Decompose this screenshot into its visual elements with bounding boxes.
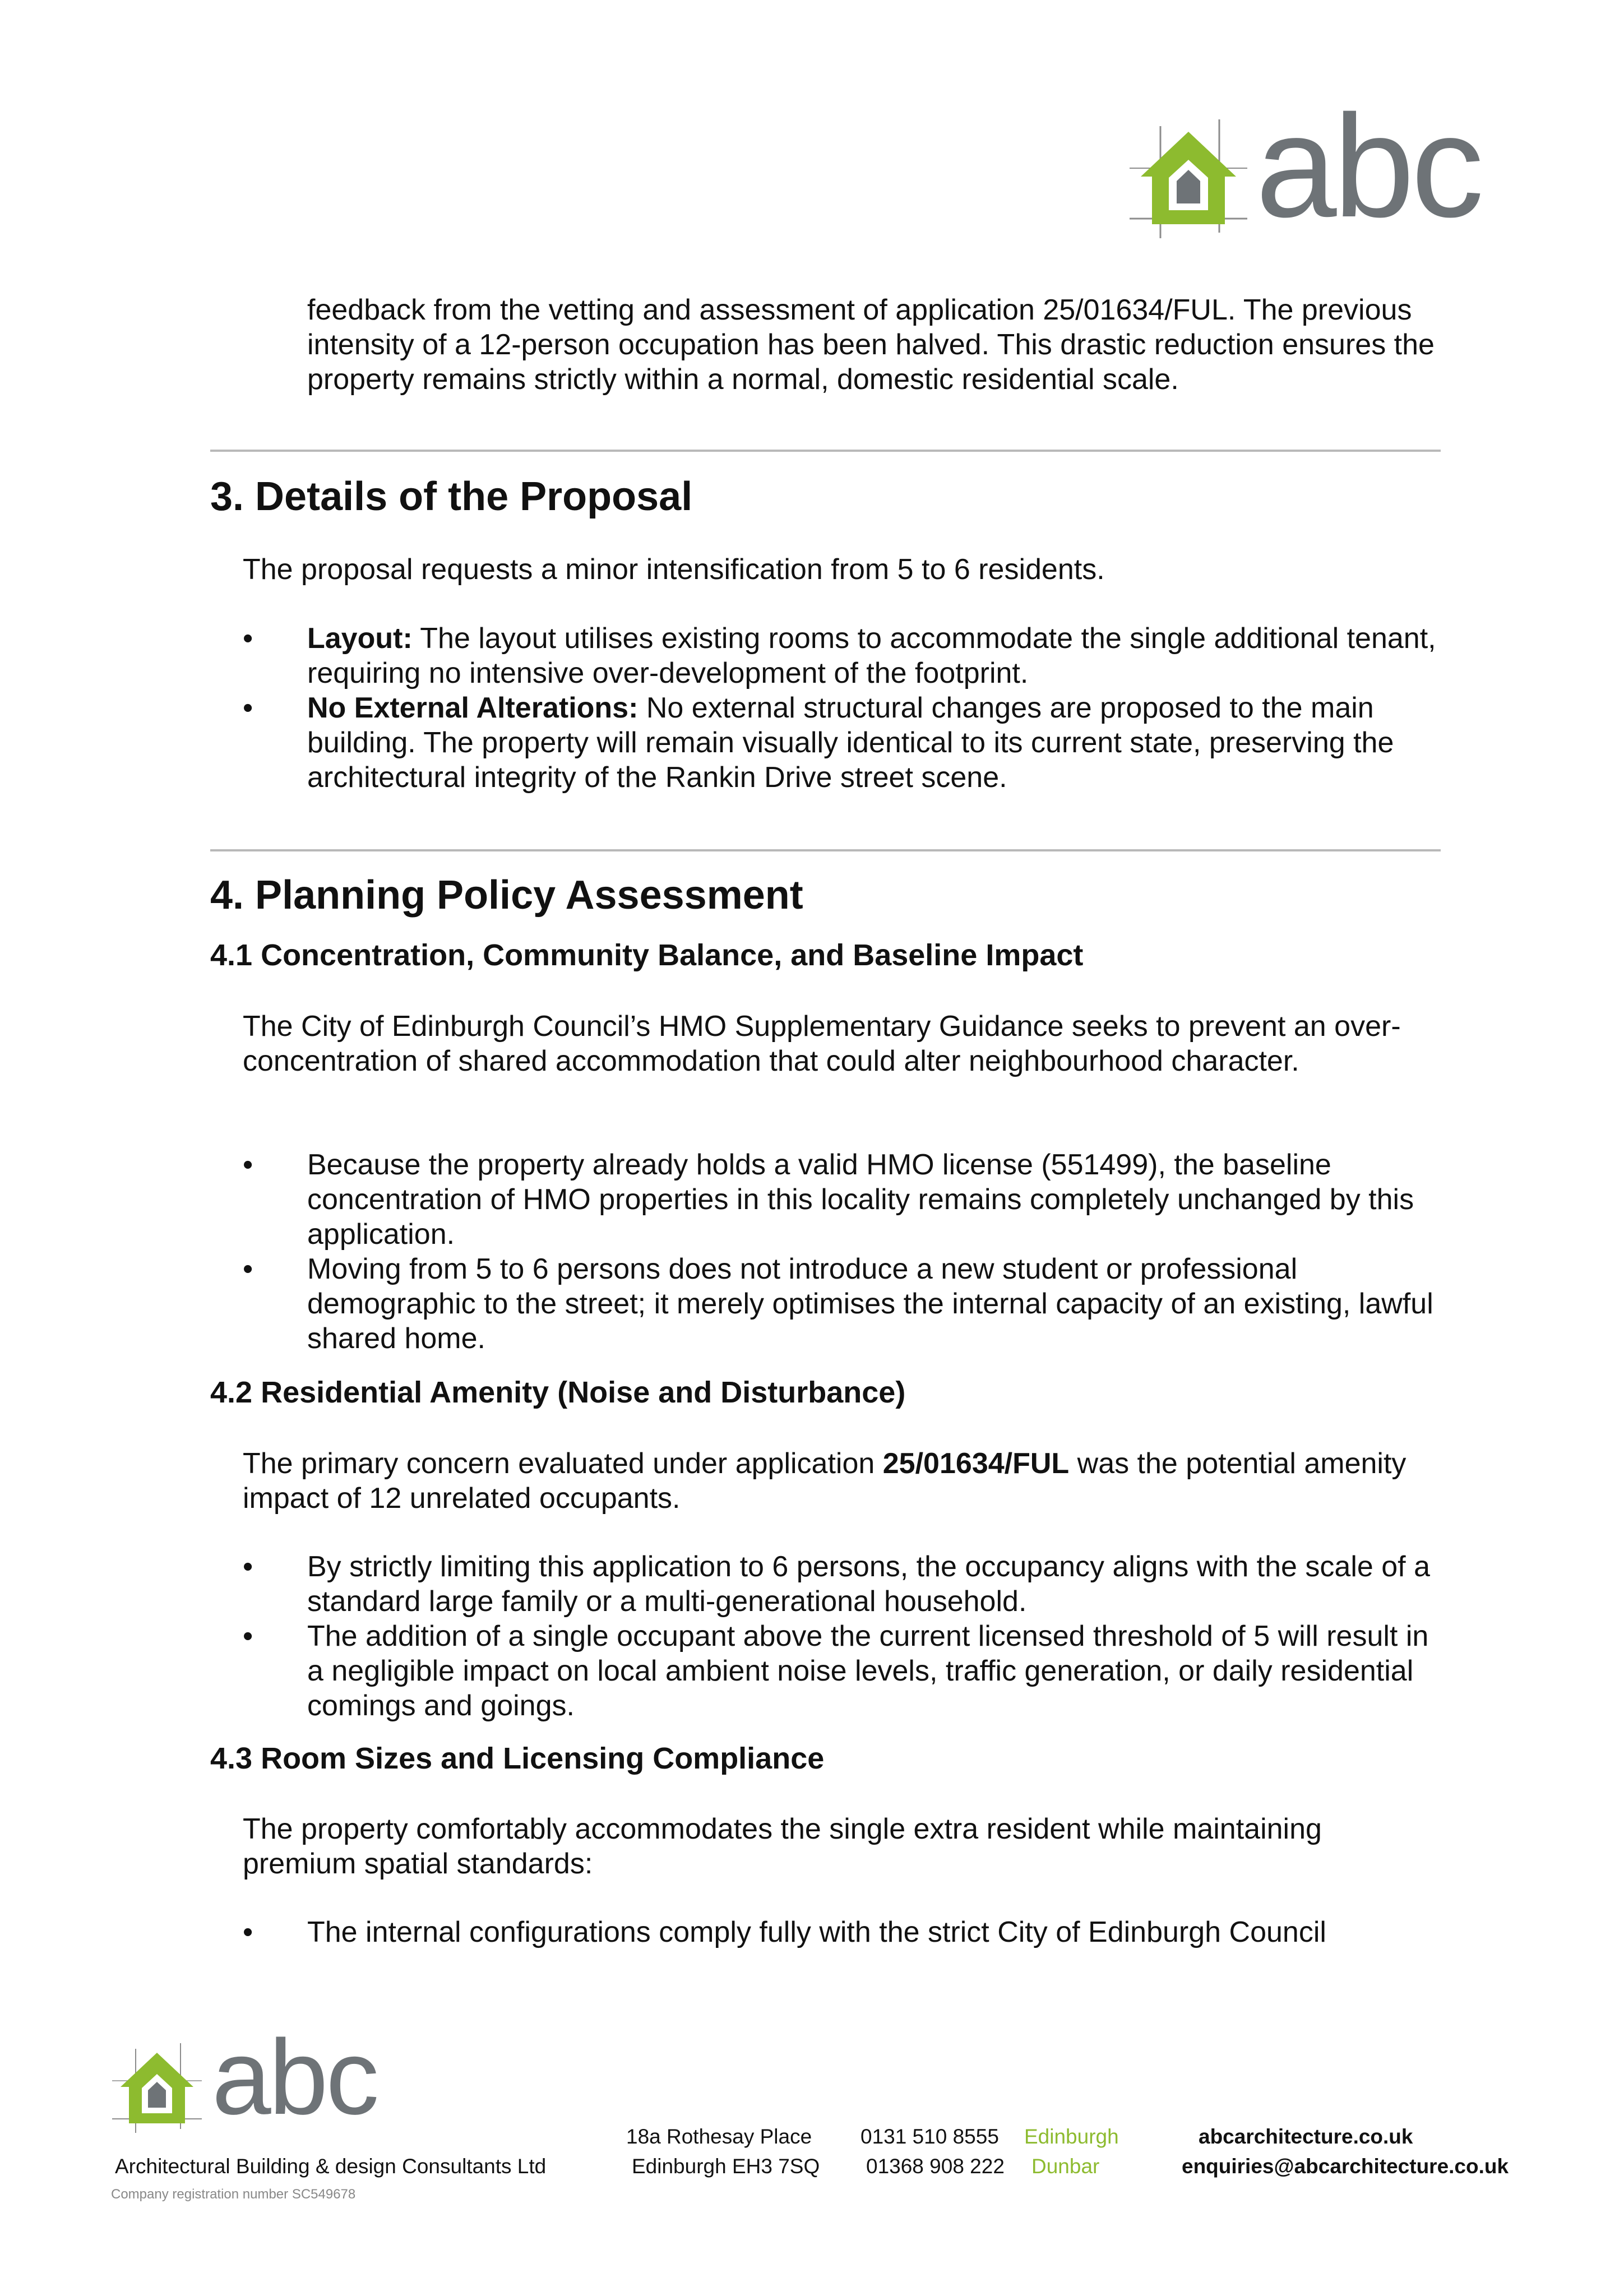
lead-text: was the potential amenity impact of 12 unrelated occupants. xyxy=(243,1447,1406,1515)
bullet-text: The layout utilises existing rooms to accommodate the single additional tenant, requiring no intensive over-development of the footprint. xyxy=(307,622,1436,689)
bullet-text: The addition of a single occupant above the current licensed threshold of 5 will result in a negligible impact on local ambient noise levels, traffic generation, or daily residential comings and goings. xyxy=(307,1620,1429,1722)
list-item xyxy=(243,1147,1445,1252)
bullet-icon: • xyxy=(243,1253,253,1285)
subsection-4-3-heading: 4.3 Room Sizes and Licensing Compliance xyxy=(210,1742,825,1775)
bullet-icon: • xyxy=(243,1916,253,1948)
company-name: Architectural Building & design Consultants Ltd xyxy=(115,2155,547,2178)
house-logo-icon xyxy=(1130,115,1247,238)
address-line-1: 18a Rothesay Place xyxy=(626,2125,812,2148)
list-item xyxy=(243,1549,1445,1619)
subsection-4-2-bullets xyxy=(243,1549,1445,1723)
bullet-text: No external structural changes are proposed to the main building. The property will remain visually identical to its current state, preserving the architectural integrity of the Rankin Drive street scene. xyxy=(307,692,1394,794)
header-logo xyxy=(1130,85,1522,248)
subsection-4-1-heading: 4.1 Concentration, Community Balance, and Baseline Impact xyxy=(210,938,1084,972)
subsection-4-2-lead xyxy=(243,1446,1409,1516)
section-4-heading: 4. Planning Policy Assessment xyxy=(210,873,803,918)
list-item xyxy=(243,621,1445,691)
divider-1 xyxy=(210,450,1441,452)
company-registration: Company registration number SC549678 xyxy=(111,2187,356,2202)
office-dunbar: Dunbar xyxy=(1031,2155,1100,2178)
intro-paragraph: feedback from the vetting and assessment of application 25/01634/FUL. The previous intensity of a 12-person occupation has been halved. This drastic reduction ensures the property remains strictly within a normal, domestic residential scale. xyxy=(307,294,1435,396)
subsection-4-1-bullets xyxy=(243,1147,1445,1356)
bullet-icon: • xyxy=(243,1550,253,1583)
bullet-icon: • xyxy=(243,692,253,724)
bullet-icon: • xyxy=(243,1620,253,1652)
phone-dunbar: 01368 908 222 xyxy=(866,2155,1005,2178)
list-item xyxy=(243,1915,1445,1950)
bullet-text: Moving from 5 to 6 persons does not introduce a new student or professional demographic to the street; it merely optimises the internal capacity of an existing, lawful shared home. xyxy=(307,1253,1433,1355)
application-reference: 25/01634/FUL xyxy=(882,1447,1070,1480)
footer-logo-wordmark: abc xyxy=(212,2018,377,2137)
phone-edinburgh: 0131 510 8555 xyxy=(860,2125,999,2148)
subsection-4-2-heading: 4.2 Residential Amenity (Noise and Disturbance) xyxy=(210,1376,906,1409)
address-line-2: Edinburgh EH3 7SQ xyxy=(632,2155,820,2178)
logo-wordmark: abc xyxy=(1256,85,1481,248)
section-3-heading: 3. Details of the Proposal xyxy=(210,474,693,519)
subsection-4-3-bullets xyxy=(243,1915,1445,1950)
footer-logo xyxy=(112,2018,426,2137)
bullet-text: By strictly limiting this application to 6 persons, the occupancy aligns with the scale of a standard large family or a multi-generational household. xyxy=(307,1550,1430,1618)
bullet-text: The internal configurations comply fully with the strict City of Edinburgh Council xyxy=(307,1916,1326,1948)
list-item xyxy=(243,1252,1445,1356)
divider-2 xyxy=(210,849,1441,851)
bullet-term: Layout: xyxy=(307,622,413,655)
bullet-term: No External Alterations: xyxy=(307,692,639,724)
list-item xyxy=(243,1619,1445,1723)
section-3-lead: The proposal requests a minor intensification from 5 to 6 residents. xyxy=(243,553,1105,586)
lead-text: The primary concern evaluated under application xyxy=(243,1447,883,1480)
bullet-text: Because the property already holds a valid HMO license (551499), the baseline concentration of HMO properties in this locality remains completely unchanged by this application. xyxy=(307,1149,1414,1251)
bullet-icon: • xyxy=(243,622,253,655)
subsection-4-1-lead: The City of Edinburgh Council’s HMO Supplementary Guidance seeks to prevent an over-concentration of shared accommodation that could alter neighbourhood character. xyxy=(243,1010,1401,1077)
office-edinburgh: Edinburgh xyxy=(1024,2125,1119,2148)
list-item xyxy=(243,691,1445,795)
bullet-icon: • xyxy=(243,1149,253,1181)
website-link[interactable]: abcarchitecture.co.uk xyxy=(1199,2125,1413,2148)
section-3-bullets xyxy=(243,621,1445,795)
email-link[interactable]: enquiries@abcarchitecture.co.uk xyxy=(1182,2155,1509,2178)
subsection-4-3-lead: The property comfortably accommodates the single extra resident while maintaining premium spatial standards: xyxy=(243,1813,1322,1880)
house-logo-icon xyxy=(112,2040,202,2133)
